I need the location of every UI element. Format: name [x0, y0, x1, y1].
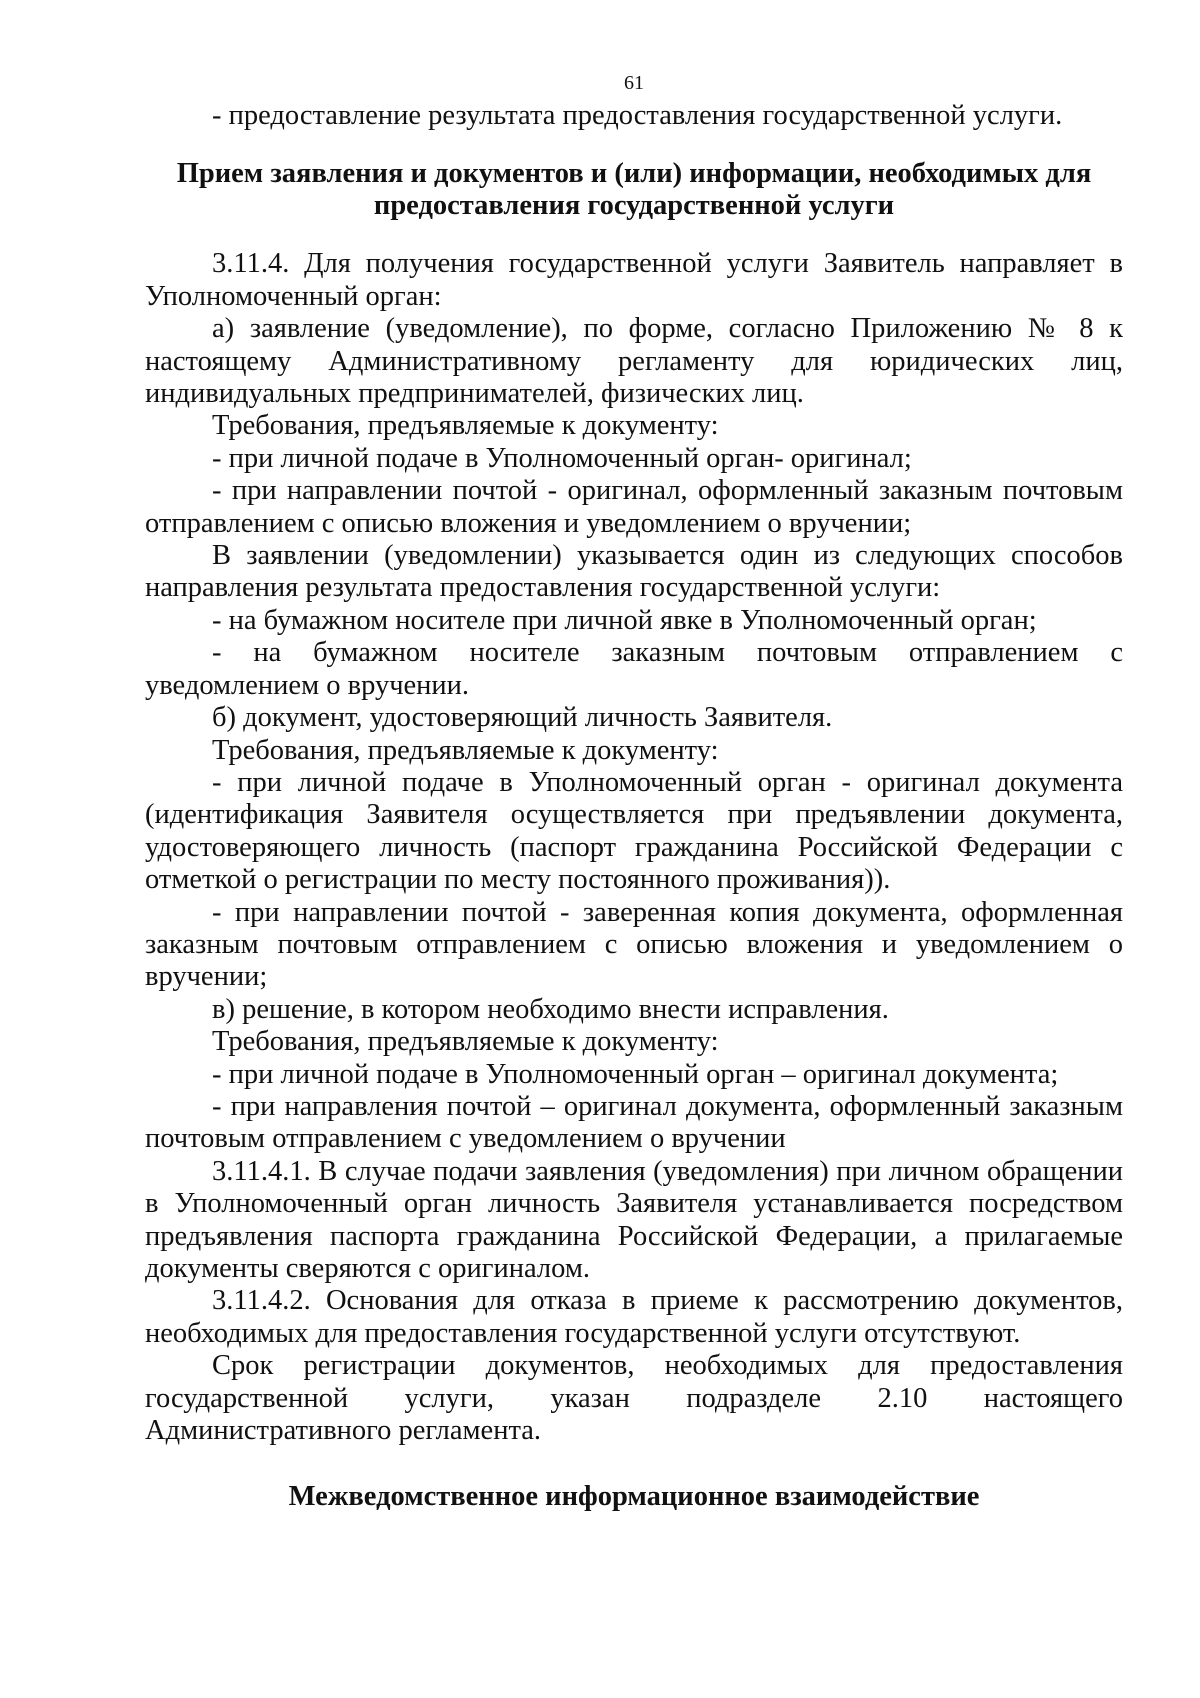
paragraph: - при направлении почтой - оригинал, оформленный заказным почтовым отправлением с описью вложения и уведомлением о вручении;: [145, 475, 1123, 539]
paragraph: 3.11.4.1. В случае подачи заявления (уведомления) при личном обращении в Уполномоченный орган личность Заявителя устанавливается посредством предъявления паспорта гражданина Российской Федерации, а прилагаемые документы сверяются с оригиналом.: [145, 1155, 1123, 1284]
paragraph: - на бумажном носителе при личной явке в Уполномоченный орган;: [212, 604, 1037, 636]
paragraph: Срок регистрации документов, необходимых для предоставления государственной услуги, указан подразделе 2.10 настоящего Административного регламента.: [145, 1350, 1123, 1447]
paragraph: - при направления почтой – оригинал документа, оформленный заказным почтовым отправлением с уведомлением о вручении: [145, 1090, 1123, 1155]
paragraph: Требования, предъявляемые к документу:: [212, 734, 719, 766]
body-text: [145, 248, 1123, 1447]
section-heading-reception: Прием заявления и документов и (или) информации, необходимых для предоставления государственной услуги: [176, 158, 1092, 222]
page-number: 61: [624, 72, 644, 94]
document-page: [145, 68, 1123, 1513]
paragraph: 3.11.4.2. Основания для отказа в приеме к рассмотрению документов, необходимых для предоставления государственной услуги отсутствуют.: [145, 1285, 1123, 1349]
paragraph: - при личной подаче в Уполномоченный орган- оригинал;: [212, 442, 912, 474]
paragraph: в) решение, в котором необходимо внести исправления.: [212, 993, 889, 1025]
paragraph: - при направлении почтой - заверенная копия документа, оформленная заказным почтовым отправлением с описью вложения и уведомлением о вручении;: [145, 896, 1123, 993]
paragraph: Требования, предъявляемые к документу:: [212, 1026, 719, 1058]
section-heading-interagency: Межведомственное информационное взаимодействие: [288, 1481, 980, 1513]
paragraph: В заявлении (уведомлении) указывается один из следующих способов направления результата предоставления государственной услуги:: [145, 540, 1123, 604]
paragraph: - при личной подаче в Уполномоченный орган - оригинал документа (идентификация Заявителя осуществляется при предъявлении документа, удостоверяющего личность (паспорт гражданина Российской Федерации с отметкой о регистрации по месту постоянного проживания)).: [145, 766, 1123, 896]
paragraph: б) документ, удостоверяющий личность Заявителя.: [212, 702, 833, 734]
paragraph: Требования, предъявляемые к документу:: [212, 410, 719, 442]
paragraph: - на бумажном носителе заказным почтовым отправлением с уведомлением о вручении.: [145, 637, 1123, 701]
paragraph: - при личной подаче в Уполномоченный орган – оригинал документа;: [212, 1058, 1059, 1090]
paragraph: а) заявление (уведомление), по форме, согласно Приложению № 8 к настоящему Административному регламенту для юридических лиц, индивидуальных предпринимателей, физических лиц.: [145, 313, 1123, 410]
intro-line: - предоставление результата предоставления государственной услуги.: [212, 100, 1063, 131]
paragraph: 3.11.4. Для получения государственной услуги Заявитель направляет в Уполномоченный орган:: [145, 248, 1123, 312]
